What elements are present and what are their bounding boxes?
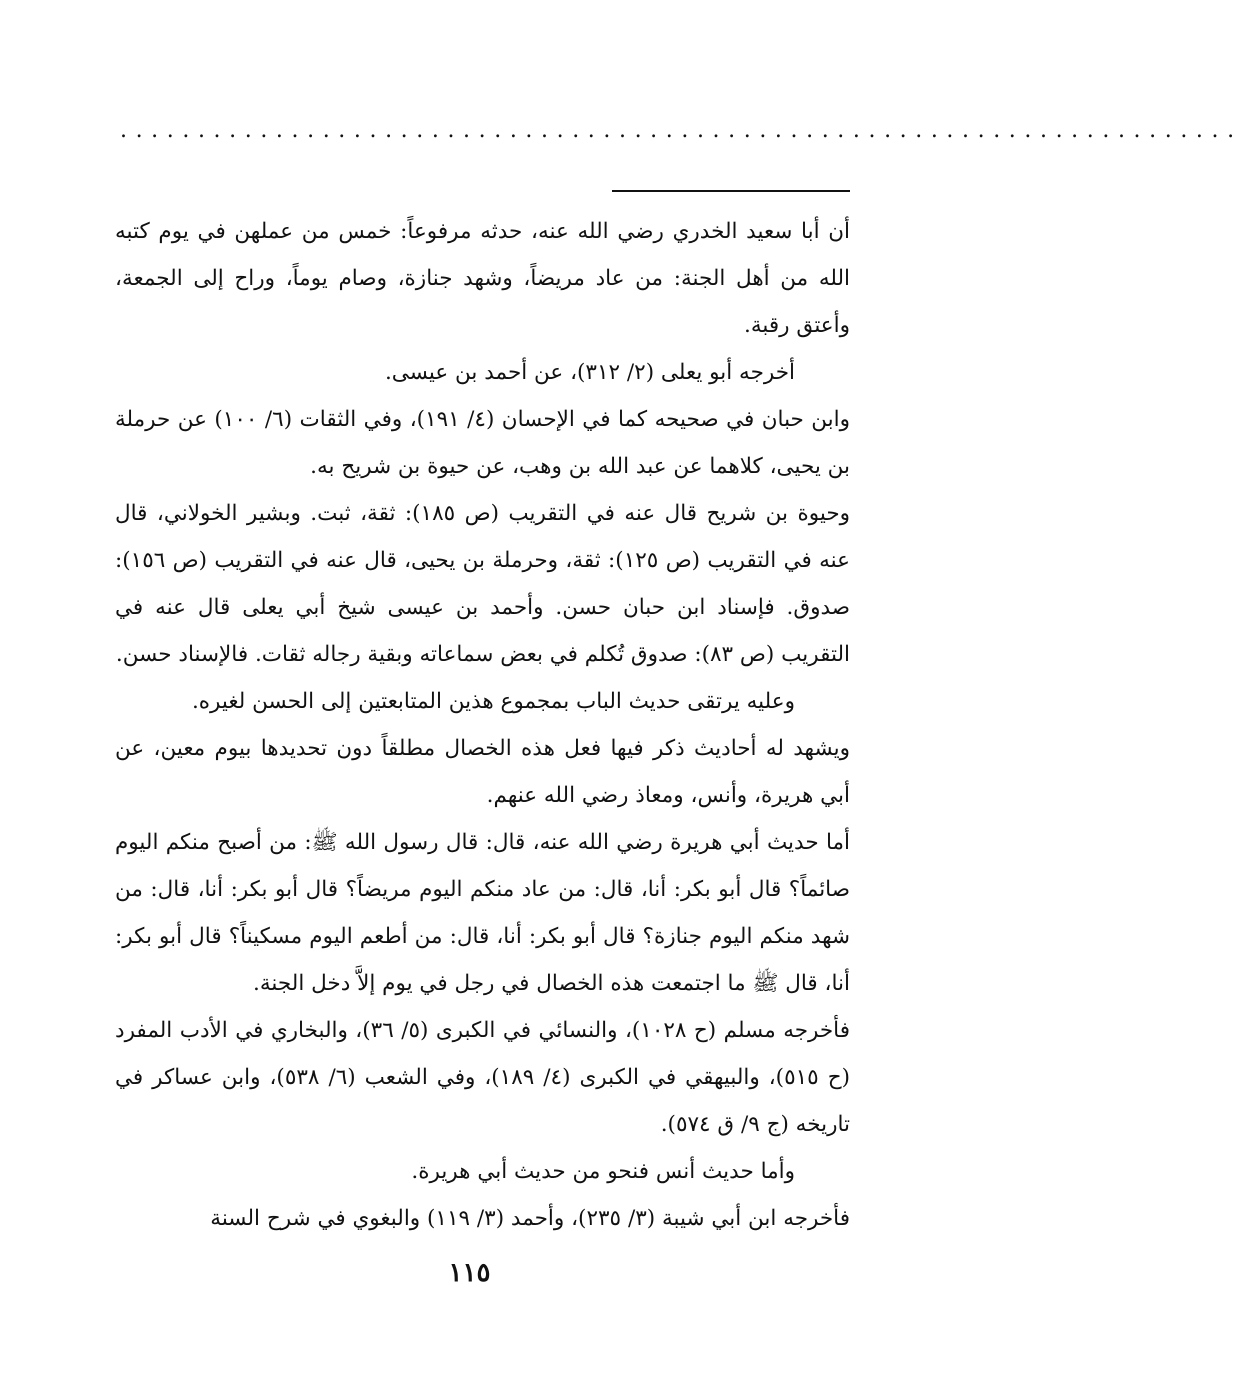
paragraph-takhrij-ibn-abi-shayba: فأخرجه ابن أبي شيبة (٣/ ٢٣٥)، وأحمد (٣/ ١١٩) والبغوي في شرح السنة (210, 1206, 850, 1231)
paragraph-isnad-analysis: وحيوة بن شريح قال عنه في التقريب (ص ١٨٥): ثقة، ثبت. وبشير الخولاني، قال عنه في التقريب (ص ١٢٥): ثقة، وحرملة بن يحيى، قال عنه في التقريب (ص ١٥٦): صدوق. فإسناد ابن حبان حسن. وأحمد بن عيسى شيخ أبي يعلى قال عنه في التقريب (ص ٨٣): صدوق تُكلم في بعض سماعاته وبقية رجاله ثقات. فالإسناد حسن. (115, 501, 850, 667)
paragraph-ibn-hibban: وابن حبان في صحيحه كما في الإحسان (٤/ ١٩١)، وفي الثقات (٦/ ١٠٠) عن حرملة بن يحيى، كلاهما عن عبد الله بن وهب، عن حيوة بن شريح به. (115, 407, 851, 479)
paragraph-abu-hurayra-hadith: أما حديث أبي هريرة رضي الله عنه، قال: قال رسول الله ﷺ: من أصبح منكم اليوم صائماً؟ قال أبو بكر: أنا، قال: من عاد منكم اليوم مريضاً؟ قال أبو بكر: أنا، قال: من شهد منكم اليوم جنازة؟ قال أبو بكر: أنا، قال: من أطعم اليوم مسكيناً؟ قال أبو بكر: أنا، قال ﷺ ما اجتمعت هذه الخصال في رجل في يوم إلاَّ دخل الجنة. (115, 830, 850, 996)
paragraph-witnesses: ويشهد له أحاديث ذكر فيها فعل هذه الخصال مطلقاً دون تحديدها بيوم معين، عن أبي هريرة، وأنس، ومعاذ رضي الله عنهم. (115, 736, 850, 808)
paragraph-abu-yala: أخرجه أبو يعلى (٢/ ٣١٢)، عن أحمد بن عيسى. (384, 360, 795, 385)
paragraph-takhrij-muslim: فأخرجه مسلم (ح ١٠٢٨)، والنسائي في الكبرى (٥/ ٣٦)، والبخاري في الأدب المفرد (ح ٥١٥)، والبيهقي في الكبرى (٤/ ١٨٩)، وفي الشعب (٦/ ٥٣٨)، وابن عساكر في تاريخه (ج ٩/ ق ٥٧٤). (115, 1018, 850, 1137)
paragraph-conclusion: وعليه يرتقى حديث الباب بمجموع هذين المتابعتين إلى الحسن لغيره. (191, 689, 795, 714)
page-body (115, 208, 850, 1242)
dotted-separator: ........................................................................ (120, 118, 1243, 143)
page-number: ١١٥ (448, 1258, 491, 1288)
paragraph-hadith-text: أن أبا سعيد الخدري رضي الله عنه، حدثه مرفوعاً: خمس من عملهن في يوم كتبه الله من أهل الجنة: من عاد مريضاً، وشهد جنازة، وصام يوماً، وراح إلى الجمعة، وأعتق رقبة. (115, 219, 850, 338)
paragraph-anas-hadith: وأما حديث أنس فنحو من حديث أبي هريرة. (411, 1159, 795, 1184)
footnote-rule (612, 190, 850, 192)
